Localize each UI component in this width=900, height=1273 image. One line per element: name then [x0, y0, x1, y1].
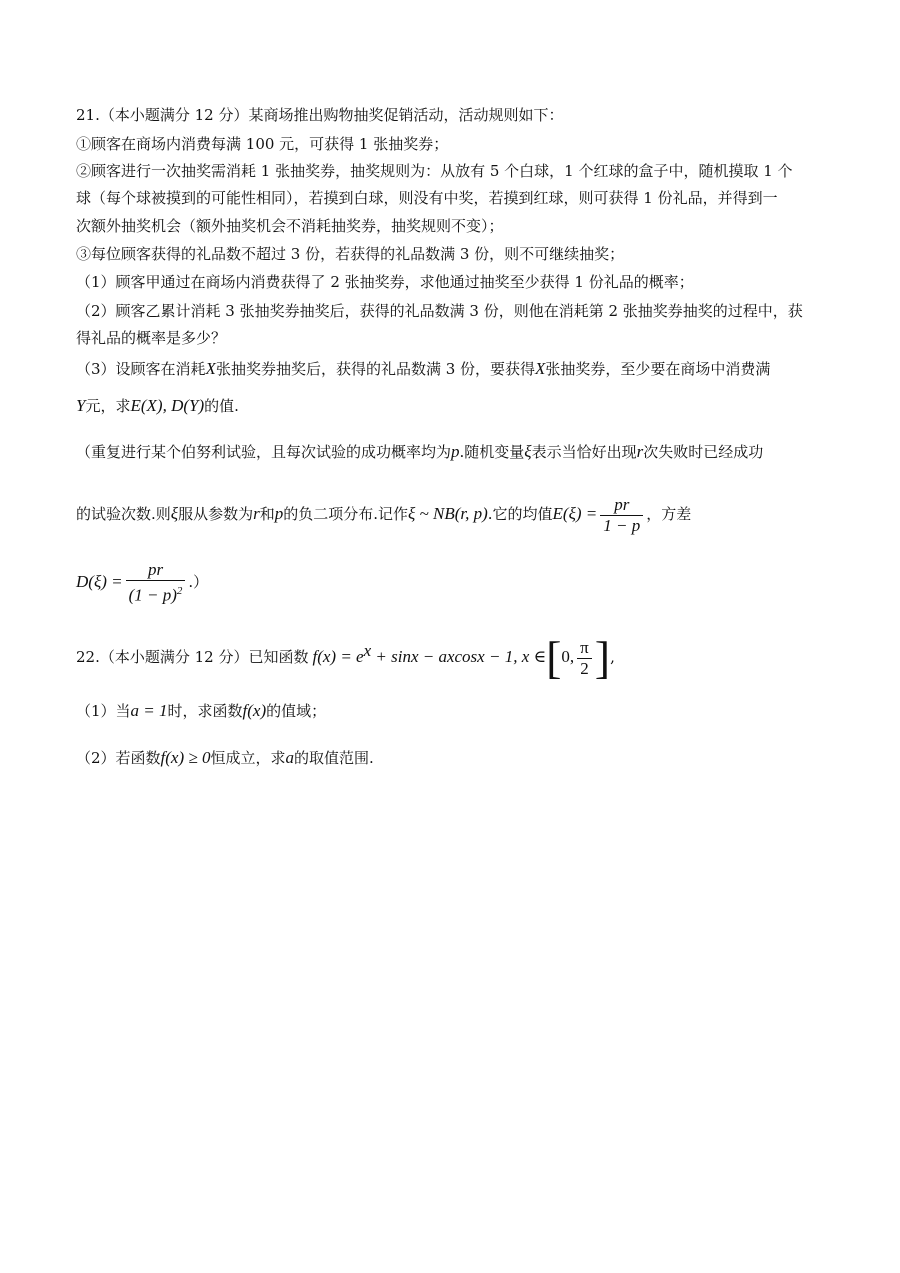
q21-rule-2-line-b: 球（每个球被摸到的可能性相同），若摸到白球，则没有中奖，若摸到红球，则可获得 1 份礼品，并得到一 [76, 189, 778, 207]
mean-fraction-denominator: 1 − p [603, 515, 641, 535]
math-Y: Y [76, 396, 86, 415]
math-a: a [285, 748, 294, 767]
interval-fraction-denominator: 2 [580, 658, 589, 678]
mean-fraction-numerator: pr [600, 495, 643, 516]
q22-part-1 [76, 701, 326, 721]
text: 张抽奖券抽奖后，获得的礼品数满 3 份，要获得 [215, 360, 536, 378]
text: 时，求函数 [167, 702, 243, 720]
text: 22.（本小题满分 12 分）已知函数 [76, 648, 309, 666]
text: .） [188, 573, 209, 591]
q21-part-2-line-a: （2）顾客乙累计消耗 3 张抽奖券抽奖后，获得的礼品数满 3 份，则他在消耗第 2 张抽奖券抽奖的过程中，获 [76, 302, 803, 320]
math-xi: ξ [170, 504, 179, 523]
math-inequality: f(x) ≥ 0 [160, 748, 211, 767]
interval-left: 0, [561, 647, 575, 666]
right-bracket: ] [594, 632, 611, 683]
text: .它的均值 [487, 505, 553, 523]
q22-header [76, 628, 615, 681]
q21-part-3-line-b [76, 396, 239, 416]
text: 次失败时已经成功 [643, 443, 764, 461]
text: 的试验次数.则 [76, 505, 171, 523]
q21-note-line-c [76, 560, 208, 606]
text: 和 [259, 505, 275, 523]
text: , [610, 648, 615, 666]
text: （2）若函数 [76, 749, 161, 767]
text: ，方差 [646, 505, 692, 523]
q21-part-1: （1）顾客甲通过在商场内消费获得了 2 张抽奖券，求他通过抽奖至少获得 1 份礼品的概率； [76, 273, 694, 291]
math-function-rest: + sinx − axcosx − 1, x ∈ [371, 647, 547, 666]
q22-part-2 [76, 748, 374, 768]
q21-rule-3: ③每位顾客获得的礼品数不超过 3 份，若获得的礼品数满 3 份，则不可继续抽奖； [76, 245, 625, 263]
math-p: p [274, 504, 284, 523]
q21-note-line-b [76, 492, 691, 536]
math-negative-binomial: ξ ~ NB(r, p) [408, 504, 488, 523]
math-variance-lhs: D(ξ) = [76, 572, 123, 591]
math-exponent: x [363, 641, 372, 660]
math-X: X [205, 359, 216, 378]
variance-fraction-numerator: pr [126, 560, 186, 581]
left-bracket: [ [546, 632, 562, 683]
math-r: r [253, 504, 260, 523]
math-r: r [636, 442, 644, 461]
q21-header: 21.（本小题满分 12 分）某商场推出购物抽奖促销活动，活动规则如下： [76, 106, 564, 124]
math-mean-lhs: E(ξ) = [552, 504, 598, 523]
q21-rule-2-line-c: 次额外抽奖机会（额外抽奖机会不消耗抽奖券，抽奖规则不变）； [76, 217, 504, 235]
variance-fraction-denominator [126, 581, 186, 606]
variance-fraction [126, 560, 186, 606]
q21-rule-2-line-a: ②顾客进行一次抽奖需消耗 1 张抽奖券，抽奖规则为：从放有 5 个白球，1 个红球的盒子中，随机摸取 1 个 [76, 162, 793, 180]
text: 的值. [204, 397, 239, 415]
q21-note-line-a [76, 442, 763, 462]
math-function: f(x) [242, 701, 267, 720]
math-xi: ξ [524, 442, 532, 461]
mean-fraction [600, 495, 643, 536]
text: 服从参数为 [178, 505, 254, 523]
text: 表示当恰好出现 [531, 443, 637, 461]
text: 的取值范围. [293, 749, 374, 767]
text: （3）设顾客在消耗 [76, 360, 206, 378]
q21-rule-1: ①顾客在商场内消费每满 100 元，可获得 1 张抽奖券； [76, 135, 449, 153]
text: 张抽奖券，至少要在商场中消费满 [545, 360, 771, 378]
text: 恒成立，求 [210, 749, 286, 767]
variance-denominator-base: (1 − p) [128, 585, 177, 605]
text: 元，求 [85, 397, 131, 415]
q21-part-2-line-b: 得礼品的概率是多少？ [76, 329, 227, 347]
q21-part-3-line-a [76, 359, 770, 379]
text: 的值域； [266, 702, 327, 720]
math-condition: a = 1 [130, 701, 168, 720]
text: .随机变量 [459, 443, 525, 461]
math-X: X [535, 359, 546, 378]
text: 的负二项分布.记作 [283, 505, 408, 523]
math-function: f(x) = e [312, 647, 364, 666]
interval-fraction-numerator: π [577, 638, 592, 659]
variance-denominator-exponent: 2 [176, 585, 183, 598]
interval-fraction [577, 638, 592, 679]
text: （重复进行某个伯努利试验，且每次试验的成功概率均为 [76, 443, 452, 461]
math-p: p [451, 442, 460, 461]
text: （1）当 [76, 702, 131, 720]
math-expectation: E(X), D(Y) [130, 396, 205, 415]
